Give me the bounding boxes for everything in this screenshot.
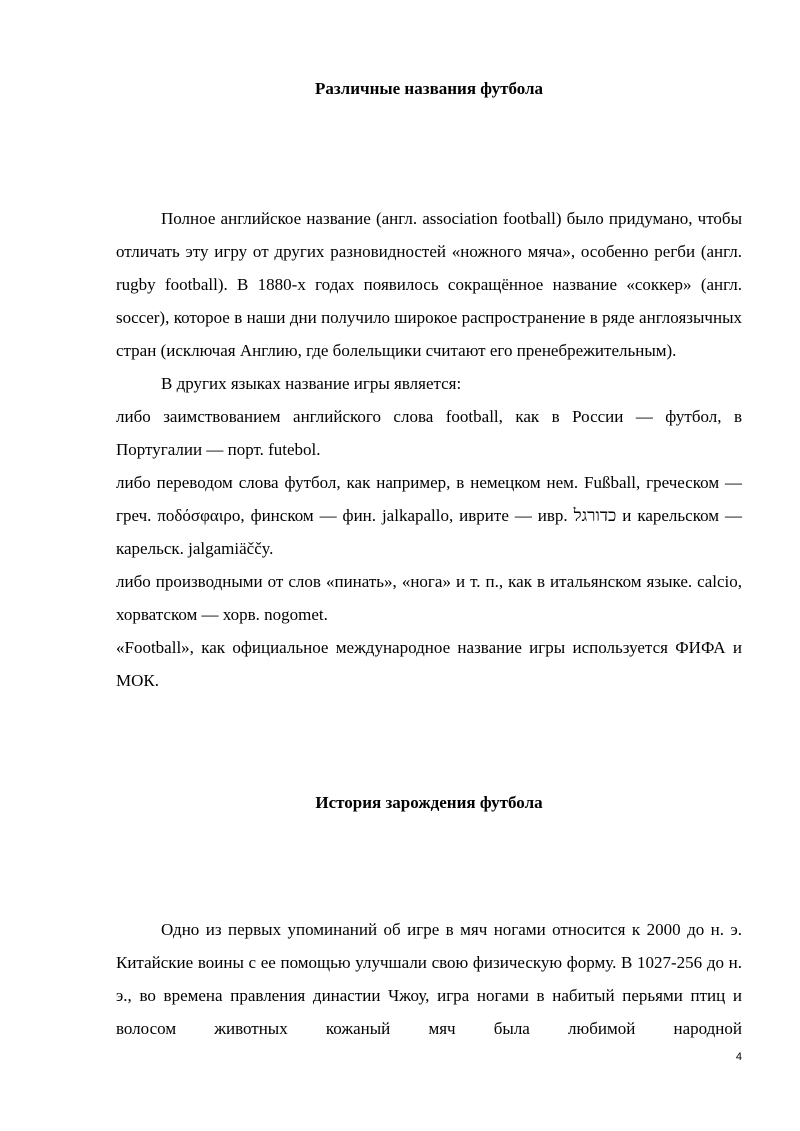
paragraph-derivatives: либо производными от слов «пинать», «нога» и т. п., как в итальянском языке. calcio, хорватском — хорв. nogomet. (116, 572, 742, 624)
paragraph-other-languages: В других языках название игры является: (161, 374, 462, 393)
paragraph-translation: либо переводом слова футбол, как например, в немецком нем. Fußball, греческом — греч. ποδόσφαιρο, финском — фин. jalkapallo, иврите — ивр. כדורגל и карельском — карельск. jalgamiäččy. (116, 473, 742, 558)
paragraph-history-origin: Одно из первых упоминаний об игре в мяч ногами относится к 2000 до н. э. Китайские воины с ее помощью улучшали свою физическую форму. В 1027-256 до н. э., во времена правления династии Чжоу, игра ногами в набитый перьями птиц и волосом животных кожаный мяч была любимой народной (116, 920, 742, 1038)
page-number: 4 (735, 1051, 742, 1063)
paragraph-official-name: «Football», как официальное международное название игры используется ФИФА и МОК. (116, 638, 742, 690)
paragraph-full-name: Полное английское название (англ. association football) было придумано, чтобы отличать эту игру от других разновидностей «ножного мяча», особенно регби (англ. rugby football). В 1880-х годах появилось сокращённое название «соккер» (англ. soccer), которое в наши дни получило широкое распространение в ряде англоязычных стран (исключая Англию, где болельщики считают его пренебрежительным). (116, 209, 742, 360)
section-body-history (116, 913, 742, 1045)
section-heading-names: Различные названия футбола (314, 79, 544, 98)
section-body-names (116, 202, 742, 697)
paragraph-borrowing: либо заимствованием английского слова football, как в России — футбол, в Португалии — порт. futebol. (116, 407, 742, 459)
section-heading-history: История зарождения футбола (315, 793, 543, 812)
